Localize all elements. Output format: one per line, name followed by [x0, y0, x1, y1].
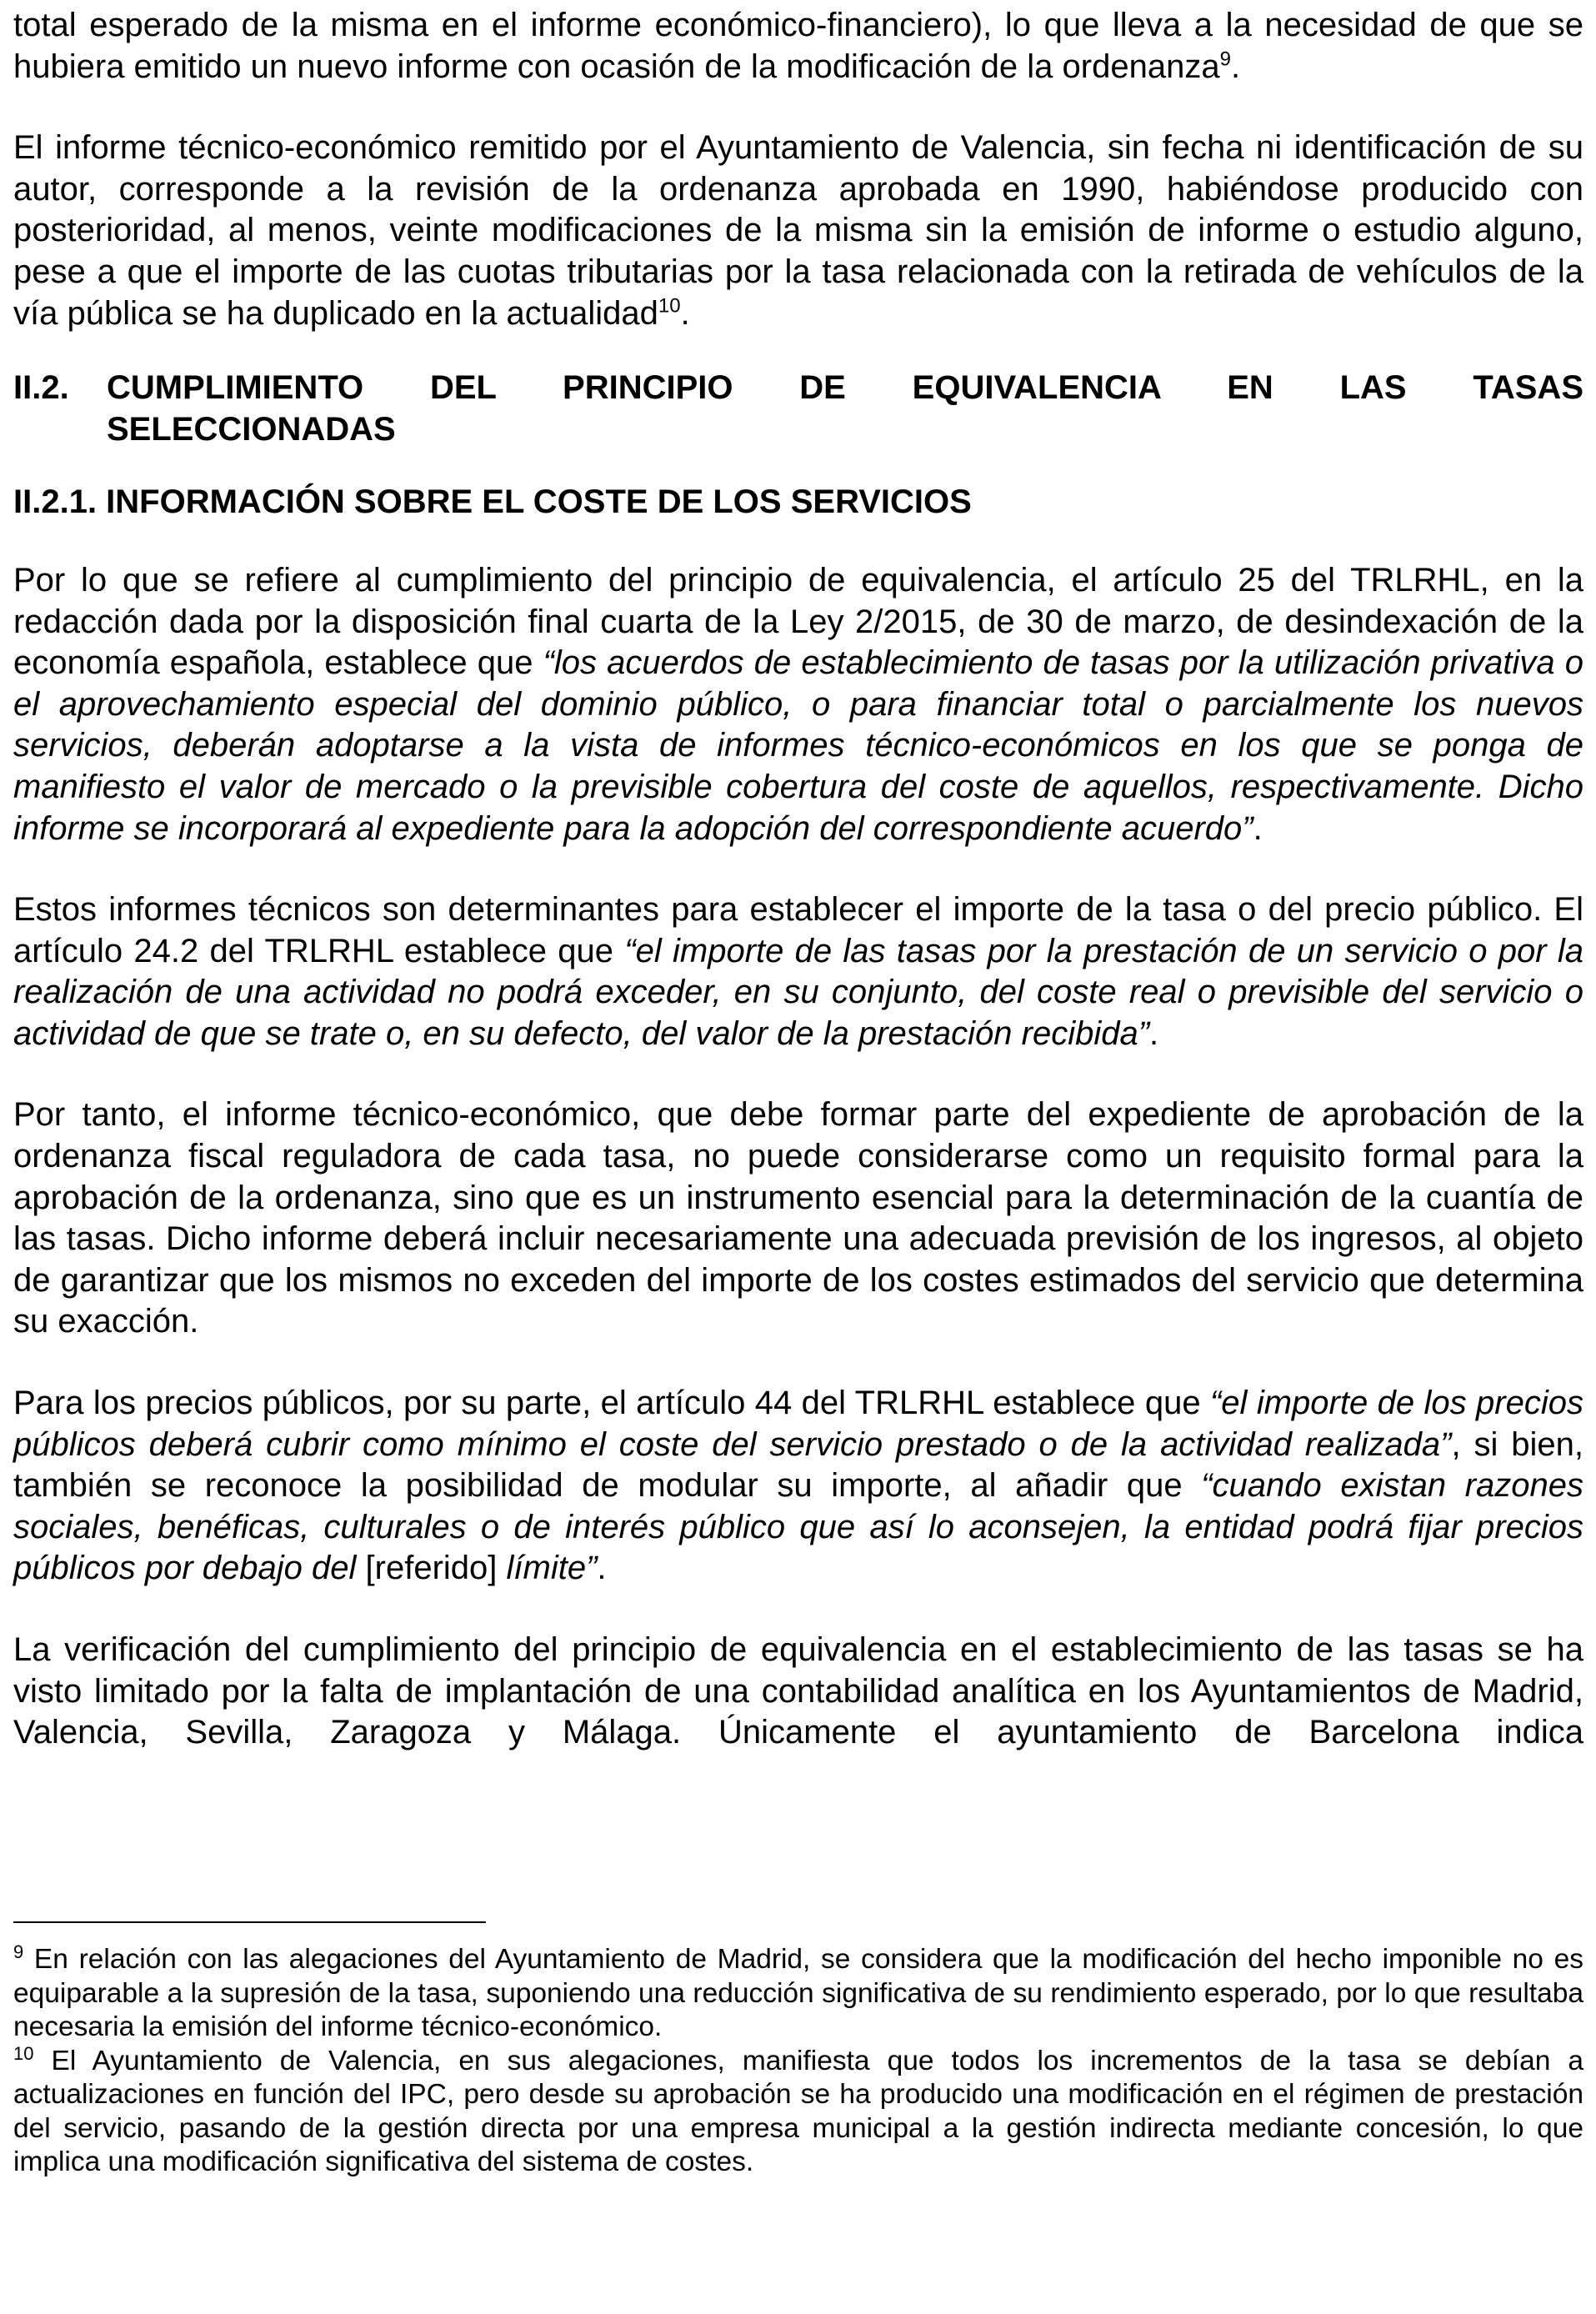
paragraph-article-25: [13, 560, 1583, 849]
footnote-10: [13, 2042, 1583, 2180]
paragraph-continuation: [13, 5, 1583, 88]
legal-quote: “el importe de los precios públicos deberá cubrir como mínimo el coste del servicio prestado o de la actividad realizada”: [13, 1385, 1583, 1463]
paragraph-verification: La verificación del cumplimiento del principio de equivalencia en el establecimiento de las tasas se ha visto limitado por la falta de implantación de una contabilidad analítica en los Ayuntamientos de Madrid, Valencia, Sevilla, Zaragoza y Málaga. Únicamente el ayuntamiento de Barcelona indica: [13, 1631, 1583, 1751]
footnote-reference[interactable]: 9: [1219, 48, 1231, 71]
section-number: II.2.: [13, 369, 69, 407]
paragraph-text: , si bien, también se reconoce la posibilidad de modular su importe, al añadir que: [13, 1425, 1583, 1505]
paragraph-article-44: [13, 1383, 1583, 1590]
paragraph-text: .: [1149, 1014, 1159, 1052]
paragraph-text: .: [680, 294, 690, 332]
section-title-line: SELECCIONADAS: [107, 410, 396, 448]
legal-quote: límite”: [497, 1550, 598, 1587]
section-title: [107, 368, 1583, 450]
legal-quote: “el importe de las tasas por la prestación de un servicio o por la realización de una actividad no podrá exceder, en su conjunto, del coste real o previsible del servicio o actividad de que se trate o, en su defecto, del valor de la prestación recibida”: [13, 932, 1583, 1052]
paragraph-text: .: [1230, 48, 1241, 85]
footnote-9: [13, 1943, 1583, 2045]
section-title-line: CUMPLIMIENTO DEL PRINCIPIO DE EQUIVALENCIA EN LAS TASAS: [107, 369, 1583, 407]
paragraph-article-24-2: [13, 889, 1583, 1054]
paragraph-text: Por lo que se refiere al cumplimiento del principio de equivalencia, el artículo 25 del TRLRHL, en la redacción dada por la disposición final cuarta de la Ley 2/2015, de 30 de marzo, de desindexación de la economía española, establece que: [13, 561, 1583, 682]
footnote-separator: [13, 1921, 486, 1923]
paragraph-text: .: [597, 1550, 607, 1587]
paragraph-technical-report: Por tanto, el informe técnico-económico, que debe formar parte del expediente de aprobación de la ordenanza fiscal reguladora de cada tasa, no puede considerarse como un requisito formal para la aprobación de la ordenanza, sino que es un instrumento esencial para la determinación de la cuantía de las tasas. Dicho informe deberá incluir necesariamente una adecuada previsión de los ingresos, al objeto de garantizar que los mismos no exceden del importe de los costes estimados del servicio que determina su exacción.: [13, 1096, 1583, 1340]
footnote-text: En relación con las alegaciones del Ayuntamiento de Madrid, se considera que la modificación del hecho imponible no es equiparable a la supresión de la tasa, suponiendo una reducción significativa de su rendimiento esperado, por lo que resultaba necesaria la emisión del informe técnico-económico.: [13, 1944, 1583, 2042]
footnote-reference[interactable]: 10: [658, 294, 681, 318]
paragraph-text: .: [1253, 809, 1263, 847]
paragraph-text: [referido]: [365, 1550, 498, 1587]
paragraph-text: El informe técnico-económico remitido por el Ayuntamiento de Valencia, sin fecha ni identificación de su autor, corresponde a la revisión de la ordenanza aprobada en 1990, habiéndose producido con posterioridad, al menos, veinte modificaciones de la misma sin la emisión de informe o estudio alguno, pese a que el importe de las cuotas tributarias por la tasa relacionada con la retirada de vehículos de la vía pública se ha duplicado en la actualidad: [13, 129, 1583, 332]
footnote-number: 9: [13, 1941, 24, 1962]
legal-quote: “los acuerdos de establecimiento de tasas por la utilización privativa o el aprovechamiento especial del dominio público, o para financiar total o parcialmente los nuevos servicios, deberán adoptarse a la vista de informes técnico-económicos en los que se ponga de manifiesto el valor de mercado o la previsible cobertura del coste de aquellos, respectivamente. Dicho informe se incorporará al expediente para la adopción del correspondiente acuerdo”: [13, 644, 1583, 847]
paragraph-text: Estos informes técnicos son determinantes para establecer el importe de la tasa o del precio público. El artículo 24.2 del TRLRHL establece que: [13, 891, 1583, 969]
footnote-text: El Ayuntamiento de Valencia, en sus alegaciones, manifiesta que todos los incrementos de la tasa se debían a actualizaciones en función del IPC, pero desde su aprobación se ha producido una modificación en el régimen de prestación del servicio, pasando de la gestión directa por una empresa municipal a la gestión indirecta mediante concesión, lo que implica una modificación significativa del sistema de costes.: [13, 2045, 1583, 2177]
section-heading-ii-2: [13, 368, 1583, 450]
footnote-number: 10: [13, 2042, 34, 2064]
legal-quote: “cuando existan razones sociales, benéficas, culturales o de interés público que así lo aconsejen, la entidad podrá fijar precios públicos por debajo del: [13, 1467, 1584, 1587]
section-heading-ii-2-1: II.2.1. INFORMACIÓN SOBRE EL COSTE DE LOS SERVICIOS: [13, 483, 972, 521]
paragraph-valencia-report: [13, 128, 1583, 334]
paragraph-text: total esperado de la misma en el informe económico-financiero), lo que lleva a la necesidad de que se hubiera emitido un nuevo informe con ocasión de la modificación de la ordenanza: [13, 7, 1583, 85]
footnotes-section: [13, 1921, 1583, 2180]
paragraph-text: Para los precios públicos, por su parte, el artículo 44 del TRLRHL establece que: [13, 1385, 1210, 1422]
